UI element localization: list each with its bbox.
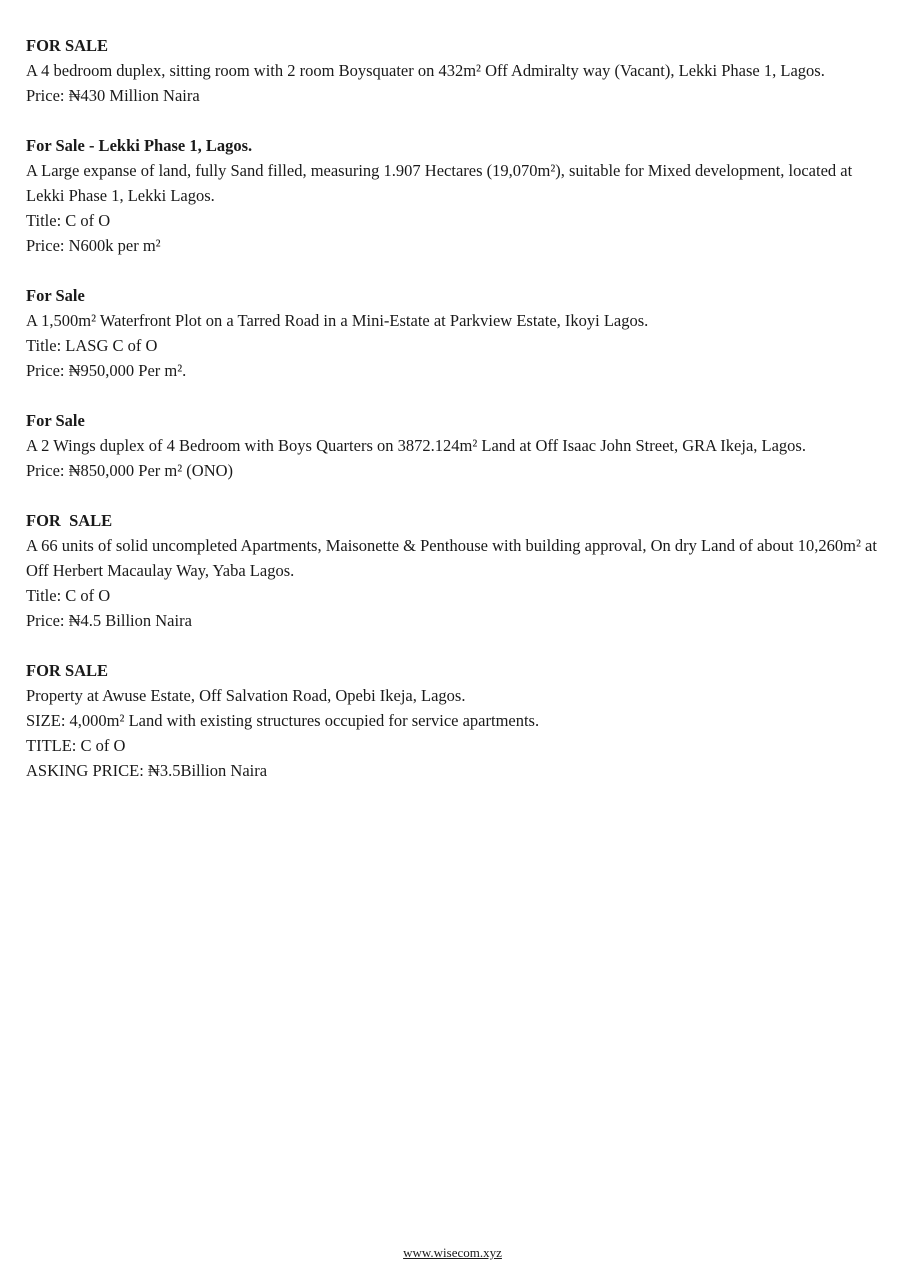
document-body — [26, 33, 886, 808]
footer — [0, 1244, 905, 1262]
listing-title: Title: LASG C of O — [26, 336, 158, 355]
listing-heading: FOR SALE — [26, 511, 113, 530]
listing-heading: For Sale - Lekki Phase 1, Lagos. — [26, 136, 253, 155]
listing — [26, 408, 886, 483]
listing-description: A Large expanse of land, fully Sand filled, measuring 1.907 Hectares (19,070m²), suitable for Mixed development, located at Lekki Phase 1, Lekki Lagos. — [26, 161, 853, 205]
listing — [26, 508, 886, 633]
listing-heading: FOR SALE — [26, 661, 109, 680]
listing-description: A 1,500m² Waterfront Plot on a Tarred Road in a Mini-Estate at Parkview Estate, Ikoyi Lagos. — [26, 311, 649, 330]
listing-heading: For Sale — [26, 411, 85, 430]
listing — [26, 658, 886, 783]
listing-title: Title: C of O — [26, 586, 111, 605]
listing-description: A 4 bedroom duplex, sitting room with 2 room Boysquater on 432m² Off Admiralty way (Vacant), Lekki Phase 1, Lagos. — [26, 61, 825, 80]
listing-price: Price: ₦4.5 Billion Naira — [26, 611, 192, 630]
listing-price: ASKING PRICE: ₦3.5Billion Naira — [26, 761, 268, 780]
listing-description: A 2 Wings duplex of 4 Bedroom with Boys Quarters on 3872.124m² Land at Off Isaac John Street, GRA Ikeja, Lagos. — [26, 436, 806, 455]
listing — [26, 133, 886, 258]
listing-size: SIZE: 4,000m² Land with existing structures occupied for service apartments. — [26, 711, 540, 730]
listing-description: A 66 units of solid uncompleted Apartments, Maisonette & Penthouse with building approval, On dry Land of about 10,260m² at Off Herbert Macaulay Way, Yaba Lagos. — [26, 536, 877, 580]
listing-title: Title: C of O — [26, 211, 111, 230]
listing-description: Property at Awuse Estate, Off Salvation Road, Opebi Ikeja, Lagos. — [26, 686, 466, 705]
listing-title: TITLE: C of O — [26, 736, 126, 755]
listing-price: Price: N600k per m² — [26, 236, 161, 255]
listing-price: Price: ₦850,000 Per m² (ONO) — [26, 461, 234, 480]
listing — [26, 283, 886, 383]
listing-price: Price: ₦430 Million Naira — [26, 86, 200, 105]
website-link[interactable]: www.wisecom.xyz — [403, 1245, 502, 1260]
listing-heading: FOR SALE — [26, 36, 109, 55]
listing-price: Price: ₦950,000 Per m². — [26, 361, 187, 380]
listing-heading: For Sale — [26, 286, 85, 305]
listing — [26, 33, 886, 108]
